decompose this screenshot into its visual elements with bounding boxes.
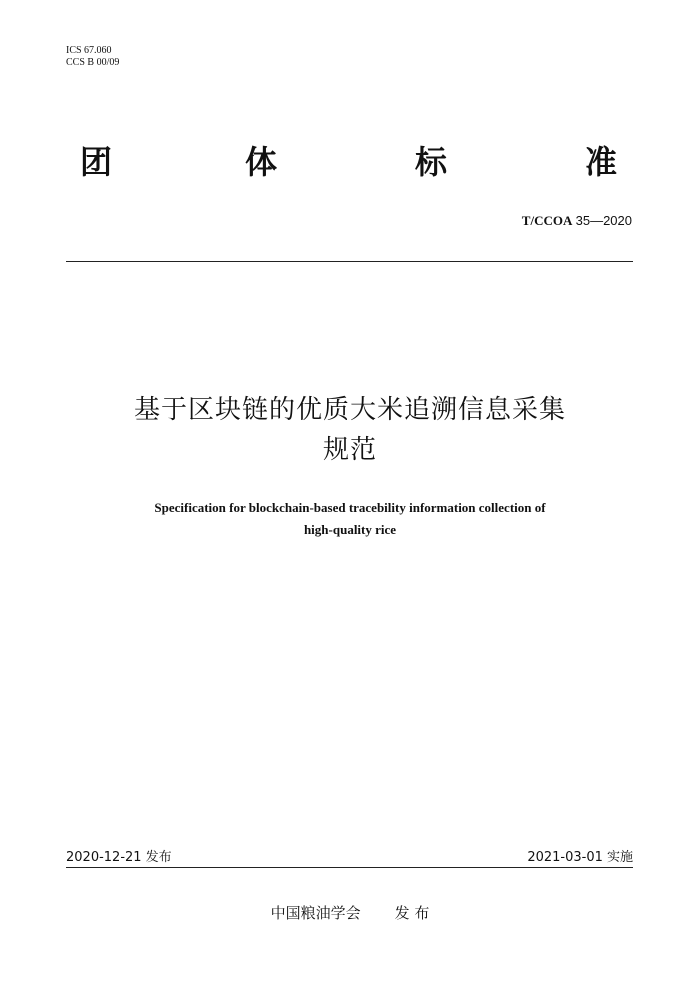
publisher-action: 发 布 (394, 904, 430, 922)
ccs-code: CCS B 00/09 (66, 57, 120, 68)
ics-code: ICS 67.060 (66, 45, 112, 56)
english-title-line-1: Specification for blockchain-based tracebility information collection of (154, 500, 546, 515)
top-divider (66, 261, 633, 262)
chinese-title (0, 390, 700, 470)
header-char-1: 团 (80, 143, 113, 181)
publisher-line (0, 902, 700, 923)
bottom-divider (66, 867, 633, 868)
header-char-4: 准 (585, 143, 618, 181)
english-title (0, 497, 700, 541)
implementation-date: 2021-03-01 实施 (527, 850, 633, 865)
chinese-title-line-1: 基于区块链的优质大米追溯信息采集 (133, 395, 566, 425)
standard-code: 35—2020 (575, 213, 632, 228)
publisher-org: 中国粮油学会 (270, 904, 361, 922)
issue-date: 2020-12-21 发布 (66, 850, 172, 865)
header-char-3: 标 (415, 143, 448, 181)
standard-prefix: T/CCOA (521, 213, 573, 228)
header-char-2: 体 (245, 143, 278, 181)
english-title-line-2: high-quality rice (303, 522, 397, 537)
standard-number (522, 213, 632, 229)
chinese-title-line-2: 规范 (322, 435, 377, 465)
